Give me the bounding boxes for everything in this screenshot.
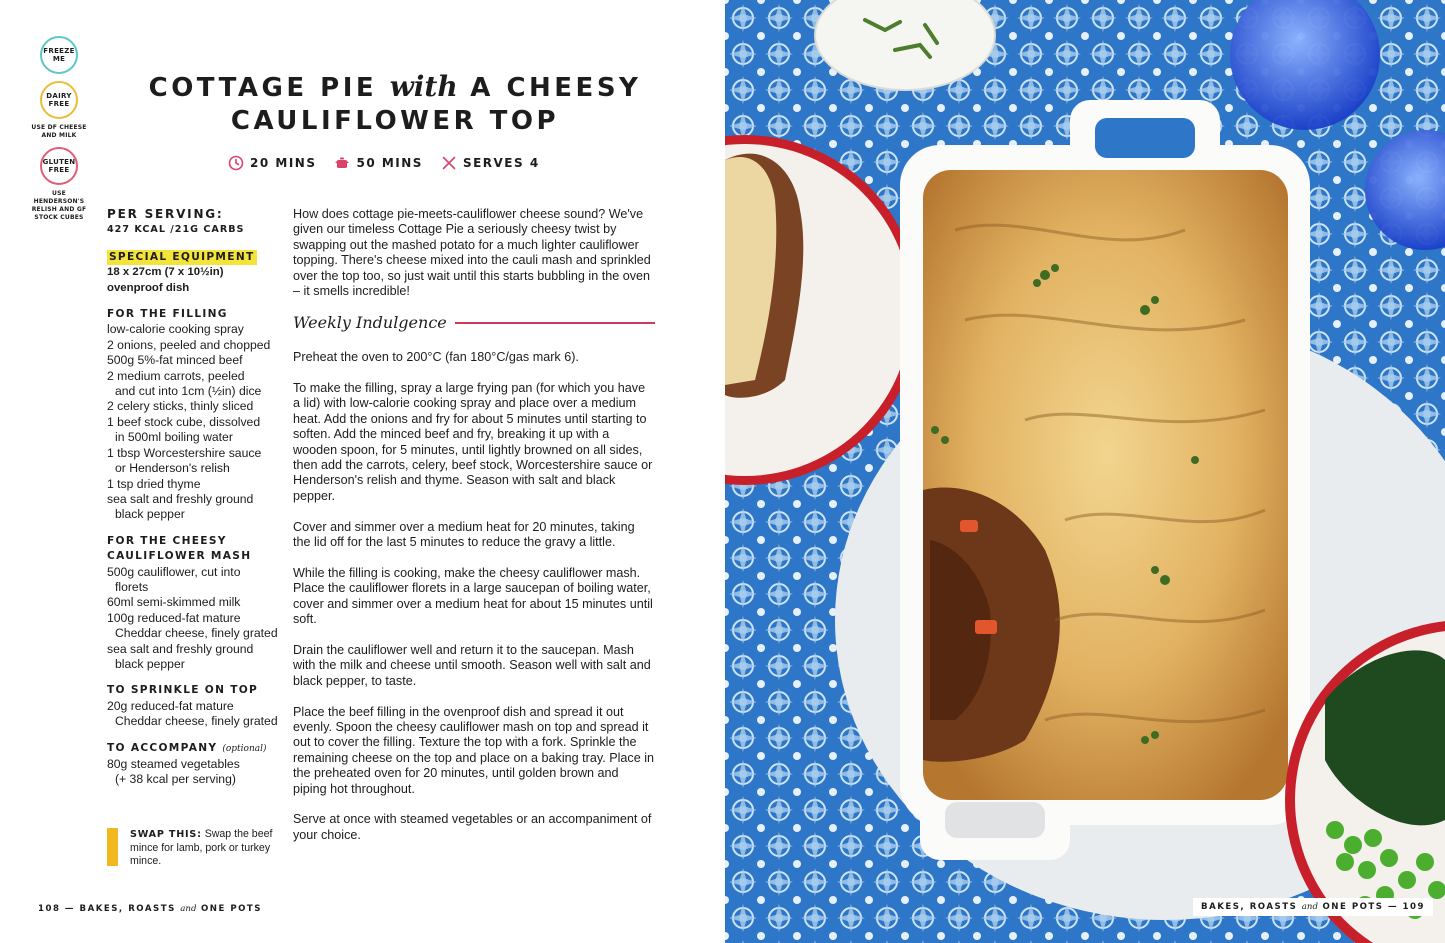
freeze-badge-label: FREEZE ME [40,36,78,74]
accompany-item: 80g steamed vegetables [107,757,240,771]
accompany-ingredients [107,741,287,788]
filling-heading: FOR THE FILLING [107,308,228,321]
right-footer-tail: ONE POTS — 109 [1322,902,1425,912]
clock-icon [228,155,244,171]
carrot-piece [960,520,978,532]
filling-item: in 500ml boiling water [115,430,233,445]
dietary-badges [28,36,90,229]
accompany-list [107,757,287,788]
carrot-piece [975,620,997,634]
method-step: Place the beef filling in the ovenproof dish and spread it out evenly. Spoon the cheesy cauliflower mash on top and spread it out to cover the filling. Texture the top with a fork. Sprinkle the remaining cheese on the top and place on a baking tray. Place in the preheated oven for 20 minutes, until golden brown and piping hot throughout. [293,704,655,796]
filling-list [107,322,287,522]
mash-item: black pepper [115,656,185,671]
cottage-pie-photo [725,0,1445,943]
mash-item: 100g reduced-fat mature [107,610,241,625]
gluten-free-note: USE HENDERSON'S RELISH AND GF STOCK CUBES [31,190,87,221]
cook-time [334,155,422,171]
swap-tip-bar [107,828,118,866]
title-line-2: CAULIFLOWER TOP [230,106,560,136]
sprinkle-item: Cheddar cheese, finely grated [115,714,278,729]
filling-item: 2 onions, peeled and chopped [107,337,271,352]
cooking-pot-icon [334,155,350,171]
accompany-heading-text: TO ACCOMPANY [107,741,218,754]
dairy-free-badge [28,81,90,140]
prep-time [228,155,316,171]
sprinkle-list [107,699,287,730]
method-subhead-rule [455,322,655,324]
swap-tip [107,828,277,869]
method-step: Preheat the oven to 200°C (fan 180°C/gas mark 6). [293,350,579,365]
mash-heading-1: FOR THE CHEESY [107,534,227,547]
swap-tip-body: Swap the beef mince for lamb, pork or turkey mince. [130,828,273,867]
filling-item: 1 tbsp Worcestershire sauce [107,445,262,460]
dish-handle-hole-top [1095,118,1195,158]
mash-heading-2: CAULIFLOWER MASH [107,550,252,563]
recipe-title [110,70,680,138]
prep-time-value: 20 MINS [250,156,317,170]
mash-list [107,565,287,673]
title-part-1: COTTAGE PIE [148,73,378,103]
accompany-item: (+ 38 kcal per serving) [115,772,236,787]
method-step: To make the filling, spray a large frying pan (for which you have a lid) with low-calorie cooking spray and place over a medium heat. Add the onions and fry for about 5 minutes until starting to soften. Add the minced beef and fry, breaking it up with a wooden spoon, for 5 minutes, until lightly browned on all sides, then add the carrots, celery, beef stock, Worcestershire sauce or Henderson's relish and thyme. Season with salt and black pepper. [293,381,653,503]
servings-value: SERVES 4 [462,156,540,170]
filling-item: 2 celery sticks, thinly sliced [107,399,254,414]
method-step: Serve at once with steamed vegetables or an accompaniment of your choice. [293,812,652,842]
accompany-optional: (optional) [222,743,267,754]
mash-item: 60ml semi-skimmed milk [107,595,241,610]
filling-item: 1 tsp dried thyme [107,476,201,491]
cutlery-icon [441,155,457,171]
recipe-intro: How does cottage pie-meets-cauliflower cheese sound? We've given our timeless Cottage Pie a seriously cheesy twist by swapping out the mashed potato for a much lighter cauliflower topping. There's cheese mixed into the cauli mash and sprinkled over the top too, so just wait until this starts bubbling in the oven – it smells incredible! [293,207,651,299]
right-page-footer [1193,898,1433,916]
gluten-free-badge-label: GLUTEN FREE [40,147,78,185]
ingredients-column [107,207,287,799]
sprinkle-heading: TO SPRINKLE ON TOP [107,684,259,697]
filling-item: and cut into 1cm (½in) dice [115,384,262,399]
equipment-line: 18 x 27cm (7 x 10½in) [107,266,224,279]
title-with: with [389,70,458,103]
servings [441,155,540,171]
method-steps [293,350,655,843]
right-footer-text: BAKES, ROASTS [1201,902,1298,912]
right-page-photo [725,0,1445,943]
mash-item: sea salt and freshly ground [107,641,254,656]
freeze-badge [28,36,90,74]
method-step: Drain the cauliflower well and return it to the saucepan. Mash with the milk and cheese until smooth. Season well with salt and black pepper, to taste. [293,642,651,688]
accompany-heading [107,741,287,757]
method-step: While the filling is cooking, make the cheesy cauliflower mash. Place the cauliflower florets in a large saucepan of boiling water, cover and simmer over a medium heat for about 15 minutes until soft. [293,565,653,627]
mash-item: 500g cauliflower, cut into [107,564,241,579]
dish-handle-hole-bottom [945,802,1045,838]
filling-item: 500g 5%-fat minced beef [107,353,243,368]
filling-item: low-calorie cooking spray [107,322,244,337]
mash-ingredients [107,534,287,673]
filling-item: sea salt and freshly ground [107,491,254,506]
mash-item: Cheddar cheese, finely grated [115,626,278,641]
filling-item: or Henderson's relish [115,461,230,476]
swap-tip-text [130,828,277,869]
dairy-free-badge-label: DAIRY FREE [40,81,78,119]
per-serving-value: 427 KCAL /21G CARBS [107,224,245,236]
method-subhead [293,312,655,332]
left-footer-text: 108 — BAKES, ROASTS [38,904,176,914]
special-equipment [107,250,287,296]
cook-time-value: 50 MINS [356,156,423,170]
special-equipment-heading: SPECIAL EQUIPMENT [107,250,257,265]
equipment-line: ovenproof dish [107,281,190,294]
recipe-meta [228,155,548,171]
gluten-free-badge [28,147,90,222]
title-part-2: A CHEESY [470,73,642,103]
right-footer-and: and [1301,902,1318,912]
dairy-free-note: USE DF CHEESE AND MILK [31,124,87,139]
left-footer-tail: ONE POTS [200,904,262,914]
sprinkle-item: 20g reduced-fat mature [107,698,234,713]
filling-ingredients [107,307,287,523]
sprinkle-ingredients [107,683,287,729]
swap-tip-label: SWAP THIS: [130,829,202,840]
filling-item: black pepper [115,507,185,522]
left-footer-and: and [180,904,197,914]
filling-item: 1 beef stock cube, dissolved [107,414,261,429]
method-step: Cover and simmer over a medium heat for 20 minutes, taking the lid off for the last 5 minutes to reduce the gravy a little. [293,519,635,550]
method-subhead-text: Weekly Indulgence [293,312,447,332]
filling-item: 2 medium carrots, peeled [107,368,245,383]
method-column [293,207,655,859]
per-serving-heading: PER SERVING: [107,207,224,221]
mash-item: florets [115,579,149,594]
left-page-footer [38,904,262,914]
